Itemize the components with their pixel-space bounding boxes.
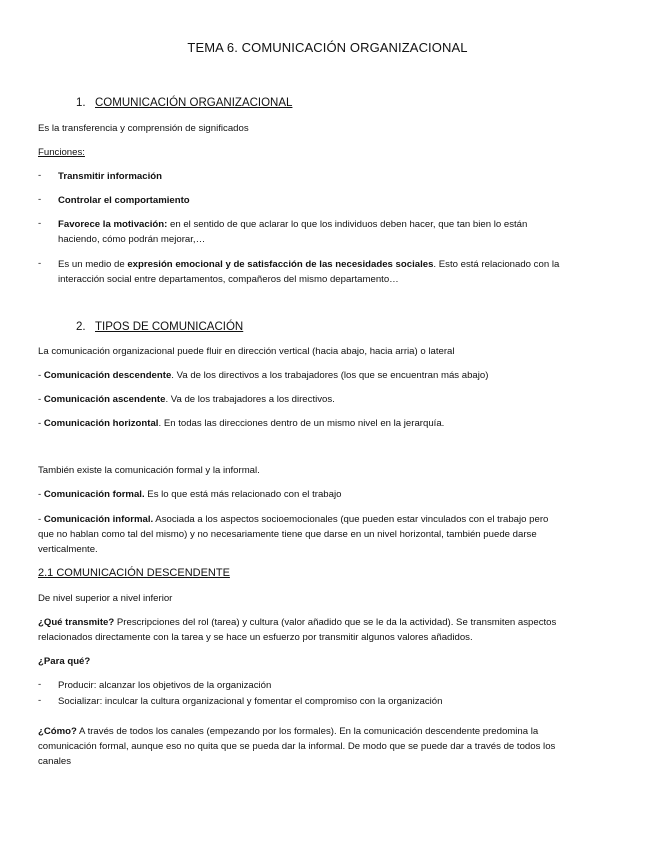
section-1-heading	[76, 97, 292, 109]
type-prefix: -	[38, 370, 44, 381]
type-bold: Comunicación ascendente	[43, 394, 166, 405]
bullet-bold: expresión emocional y de satisfacción de las necesidades sociales	[127, 259, 434, 270]
section-2-1-heading: 2.1 COMUNICACIÓN DESCENDENTE	[38, 567, 230, 579]
type-text: . En todas las direcciones dentro de un mismo nivel en la jerarquía.	[158, 418, 445, 429]
section-2-number: 2.	[76, 321, 86, 333]
section-2-heading	[76, 321, 243, 333]
bullet-bold: Controlar el comportamiento	[58, 195, 190, 206]
how-paragraph	[38, 725, 538, 739]
function-bullet-4	[58, 258, 559, 272]
type-prefix: -	[38, 514, 44, 525]
why-bullet-2: Socializar: inculcar la cultura organizacional y fomentar el compromiso con la organización	[58, 696, 443, 707]
what-bold: ¿Qué transmite?	[38, 617, 115, 628]
bullet-dash: -	[38, 218, 42, 229]
section-2-intro: La comunicación organizacional puede fluir en dirección vertical (hacia abajo, hacia arria) o lateral	[38, 346, 455, 357]
why-bold: ¿Para qué?	[38, 656, 91, 667]
bullet-text-pre: Es un medio de	[58, 259, 128, 270]
page-title: TEMA 6. COMUNICACIÓN ORGANIZACIONAL	[187, 40, 468, 55]
bullet-text: . Esto está relacionado con la	[433, 259, 560, 270]
section-1-number: 1.	[76, 97, 86, 109]
type-text: . Va de los directivos a los trabajadores (los que se encuentran más abajo)	[171, 370, 489, 381]
why-heading	[38, 655, 90, 669]
functions-label: Funciones:	[38, 147, 85, 158]
how-text: A través de todos los canales (empezando por los formales). En la comunicación descendente predomina la	[76, 726, 539, 737]
type-text: Es lo que está más relacionado con el trabajo	[144, 489, 342, 500]
formal-informal-intro: También existe la comunicación formal y la informal.	[38, 465, 260, 476]
type-bold: Comunicación formal.	[43, 489, 145, 500]
section-1-title: COMUNICACIÓN ORGANIZACIONAL	[95, 97, 293, 109]
type-horizontal	[38, 417, 444, 431]
section-1-definition: Es la transferencia y comprensión de significados	[38, 123, 249, 134]
type-bold: Comunicación informal.	[43, 514, 154, 525]
what-transmits	[38, 616, 556, 630]
how-paragraph-line-2: comunicación formal, aunque eso no quita que se pueda dar la informal. De modo que se puede dar a través de todos los	[38, 741, 556, 752]
type-bold: Comunicación horizontal	[43, 418, 159, 429]
function-bullet-4-line-2: interacción social entre departamentos, compañeros del mismo departamento…	[58, 274, 399, 285]
type-text: Asociada a los aspectos socioemocionales (que pueden estar vinculados con el trabajo pero	[153, 514, 549, 525]
function-bullet-3	[58, 218, 527, 232]
type-prefix: -	[38, 489, 44, 500]
bullet-dash: -	[38, 679, 42, 690]
bullet-dash: -	[38, 695, 42, 706]
bullet-dash: -	[38, 194, 42, 205]
type-bold: Comunicación descendente	[43, 370, 172, 381]
why-bullet-1: Producir: alcanzar los objetivos de la organización	[58, 680, 272, 691]
section-2-title: TIPOS DE COMUNICACIÓN	[95, 321, 244, 333]
what-transmits-line-2: relacionados directamente con la tarea y se hace un esfuerzo por transmitir algunos valores añadidos.	[38, 632, 473, 643]
how-paragraph-line-3: canales	[38, 756, 72, 767]
type-text: . Va de los trabajadores a los directivos.	[165, 394, 335, 405]
bullet-bold: Transmitir información	[58, 171, 162, 182]
type-informal-line-3: verticalmente.	[38, 544, 98, 555]
how-bold: ¿Cómo?	[38, 726, 77, 737]
type-informal-line-2: que no hablan como tal del mismo) y no necesariamente tiene que darse en un nivel horizontal, también puede darse	[38, 529, 537, 540]
type-informal	[38, 513, 548, 527]
bullet-bold: Favorece la motivación:	[58, 219, 168, 230]
type-formal	[38, 488, 341, 502]
bullet-dash: -	[38, 258, 42, 269]
type-ascendente	[38, 393, 335, 407]
bullet-dash: -	[38, 170, 42, 181]
function-bullet-1	[58, 170, 162, 184]
bullet-text: en el sentido de que aclarar lo que los individuos deben hacer, que tan bien lo están	[167, 219, 528, 230]
function-bullet-3-line-2: haciendo, cómo podrán mejorar,…	[58, 234, 206, 245]
type-prefix: -	[38, 418, 44, 429]
section-2-1-level: De nivel superior a nivel inferior	[38, 593, 173, 604]
function-bullet-2	[58, 194, 190, 208]
what-text: Prescripciones del rol (tarea) y cultura (valor añadido que se le da la actividad). Se transmiten aspectos	[114, 617, 557, 628]
type-prefix: -	[38, 394, 44, 405]
type-descendente	[38, 369, 488, 383]
